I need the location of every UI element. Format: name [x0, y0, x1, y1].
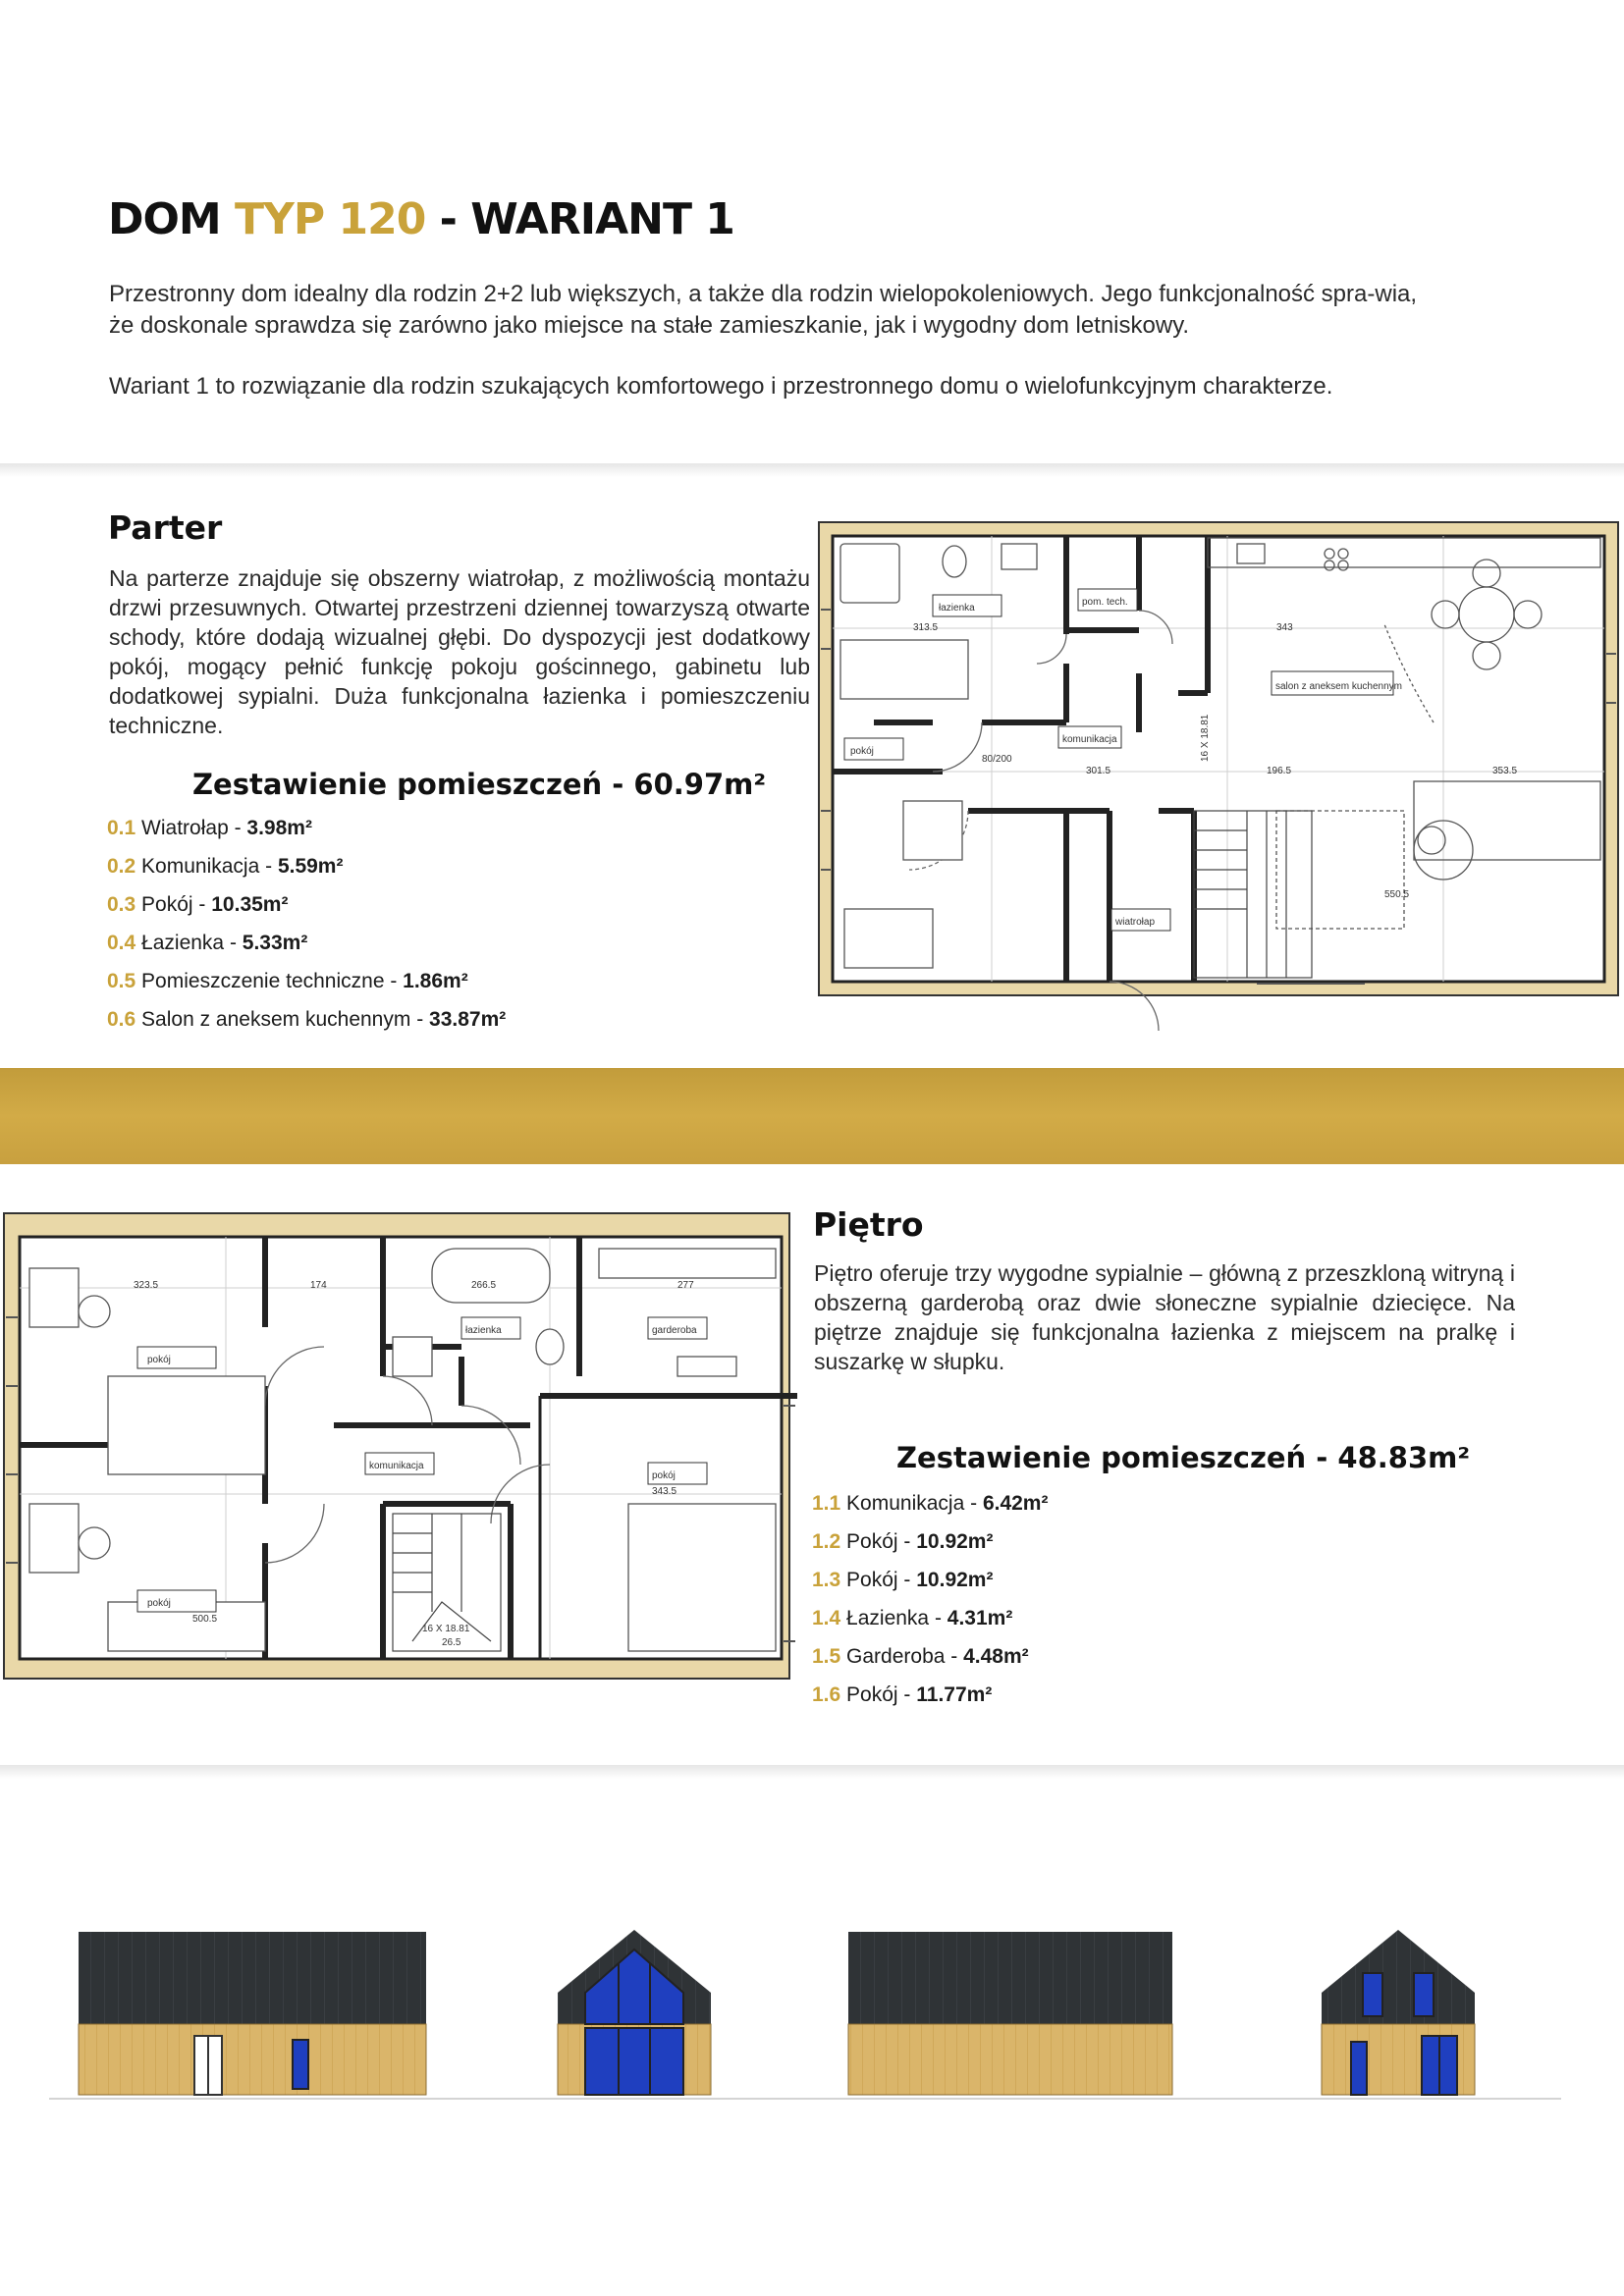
first-floor-plan: [0, 1209, 797, 1682]
plan-label-stairs: 16 X 18.81: [422, 1624, 470, 1634]
plan-dim: 301.5: [1086, 766, 1111, 776]
title-part-typ: TYP 120: [235, 194, 426, 244]
parter-room-list: [107, 809, 506, 1039]
title-part-dom: DOM: [108, 194, 236, 244]
intro-paragraph-2: Wariant 1 to rozwiązanie dla rodzin szukających komfortowego i przestronnego domu o wielofunkcyjnym charakterze.: [109, 373, 1333, 400]
elevation-gable-windows: [1322, 1930, 1475, 2095]
plan-label-komunikacja: komunikacja: [1062, 734, 1117, 745]
room-item: 0.1 Wiatrołap - 3.98m²: [107, 817, 312, 839]
room-item: 1.5 Garderoba - 4.48m²: [812, 1645, 1029, 1668]
elevation-gable-glazed: [558, 1930, 711, 2095]
plan-dim: 277: [677, 1280, 694, 1291]
plan-dim: 500.5: [192, 1614, 218, 1625]
plan-label-tech: pom. tech.: [1082, 597, 1128, 608]
plan-label-stairs-run: 26.5: [442, 1637, 461, 1648]
plan-label-pokoj: pokój: [147, 1355, 171, 1365]
room-item: 1.6 Pokój - 11.77m²: [812, 1683, 993, 1706]
room-item: 0.3 Pokój - 10.35m²: [107, 893, 289, 916]
plan-dim: 313.5: [913, 622, 939, 633]
page-title: [108, 194, 734, 244]
plan-dim: 550.5: [1384, 889, 1410, 900]
plan-label-lazienka: łazienka: [465, 1325, 502, 1336]
plan-label-lazienka: łazienka: [939, 603, 975, 614]
pietro-heading: Piętro: [813, 1205, 924, 1244]
plan-dim: 323.5: [134, 1280, 159, 1291]
plan-label-salon: salon z aneksem kuchennym: [1275, 681, 1402, 692]
room-item: 0.2 Komunikacja - 5.59m²: [107, 855, 344, 878]
plan-label-pokoj: pokój: [850, 746, 874, 757]
plan-dim: 266.5: [471, 1280, 497, 1291]
pietro-room-list: [812, 1484, 1048, 1714]
room-item: 1.4 Łazienka - 4.31m²: [812, 1607, 1013, 1629]
section-divider: [0, 1765, 1624, 1779]
room-item: 0.4 Łazienka - 5.33m²: [107, 932, 308, 954]
section-divider: [0, 463, 1624, 477]
plan-label-pokoj: pokój: [652, 1470, 676, 1481]
elevation-front: [79, 1932, 426, 2095]
plan-door-label: 80/200: [982, 754, 1012, 765]
plan-dim: 343: [1276, 622, 1293, 633]
plan-dim: 196.5: [1267, 766, 1292, 776]
plan-label-garderoba: garderoba: [652, 1325, 697, 1336]
parter-heading: Parter: [108, 508, 223, 547]
decorative-gold-band: [0, 1068, 1624, 1164]
intro-paragraph-1: Przestronny dom idealny dla rodzin 2+2 lub większych, a także dla rodzin wielopokoleniowych. Jego funkcjonalność spra-wia, że doskonale sprawdza się zarówno jako miejsce na stałe zamieszkanie, jak i wygodny dom letniskowy.: [109, 281, 1418, 339]
room-item: 1.3 Pokój - 10.92m²: [812, 1569, 994, 1591]
parter-description: Na parterze znajduje się obszerny wiatrołap, z możliwością montażu drzwi przesuwnych. Otwartej przestrzeni dziennej towarzyszą otwarte schody, które dodają wizualnej głębi. Do dyspozycji jest dodatkowy pokój, mogący pełnić funkcję pokoju gościnnego, gabinetu lub dodatkowej sypialni. Duża funkcjonalna łazienka i pomieszczeniu techniczne.: [109, 565, 810, 738]
plan-dim: 343.5: [652, 1486, 677, 1497]
parter-summary-title: Zestawienie pomieszczeń - 60.97m²: [192, 768, 767, 801]
plan-label-wiatrolap: wiatrołap: [1115, 917, 1156, 928]
plan-dim: 353.5: [1492, 766, 1518, 776]
room-item: 0.6 Salon z aneksem kuchennym - 33.87m²: [107, 1008, 507, 1031]
elevations-row: [49, 1924, 1561, 2101]
plan-dim: 174: [310, 1280, 327, 1291]
title-part-wariant: - WARIANT 1: [425, 194, 734, 244]
plan-label-komunikacja: komunikacja: [369, 1461, 424, 1471]
pietro-description: Piętro oferuje trzy wygodne sypialnie – główną z przeszkloną witryną i obszerną garderobą oraz dwie słoneczne sypialnie dziecięce. Na piętrze znajduje się funkcjonalna łazienka z miejscem na pralkę i suszarkę w słupku.: [814, 1260, 1515, 1374]
plan-label-pokoj: pokój: [147, 1598, 171, 1609]
room-item: 1.2 Pokój - 10.92m²: [812, 1530, 994, 1553]
pietro-summary-title: Zestawienie pomieszczeń - 48.83m²: [896, 1441, 1471, 1474]
room-item: 0.5 Pomieszczenie techniczne - 1.86m²: [107, 970, 468, 992]
room-item: 1.1 Komunikacja - 6.42m²: [812, 1492, 1049, 1515]
elevation-rear: [848, 1932, 1172, 2095]
ground-floor-plan: [815, 516, 1624, 1046]
plan-label-stairs: 16 X 18.81: [1200, 714, 1211, 762]
